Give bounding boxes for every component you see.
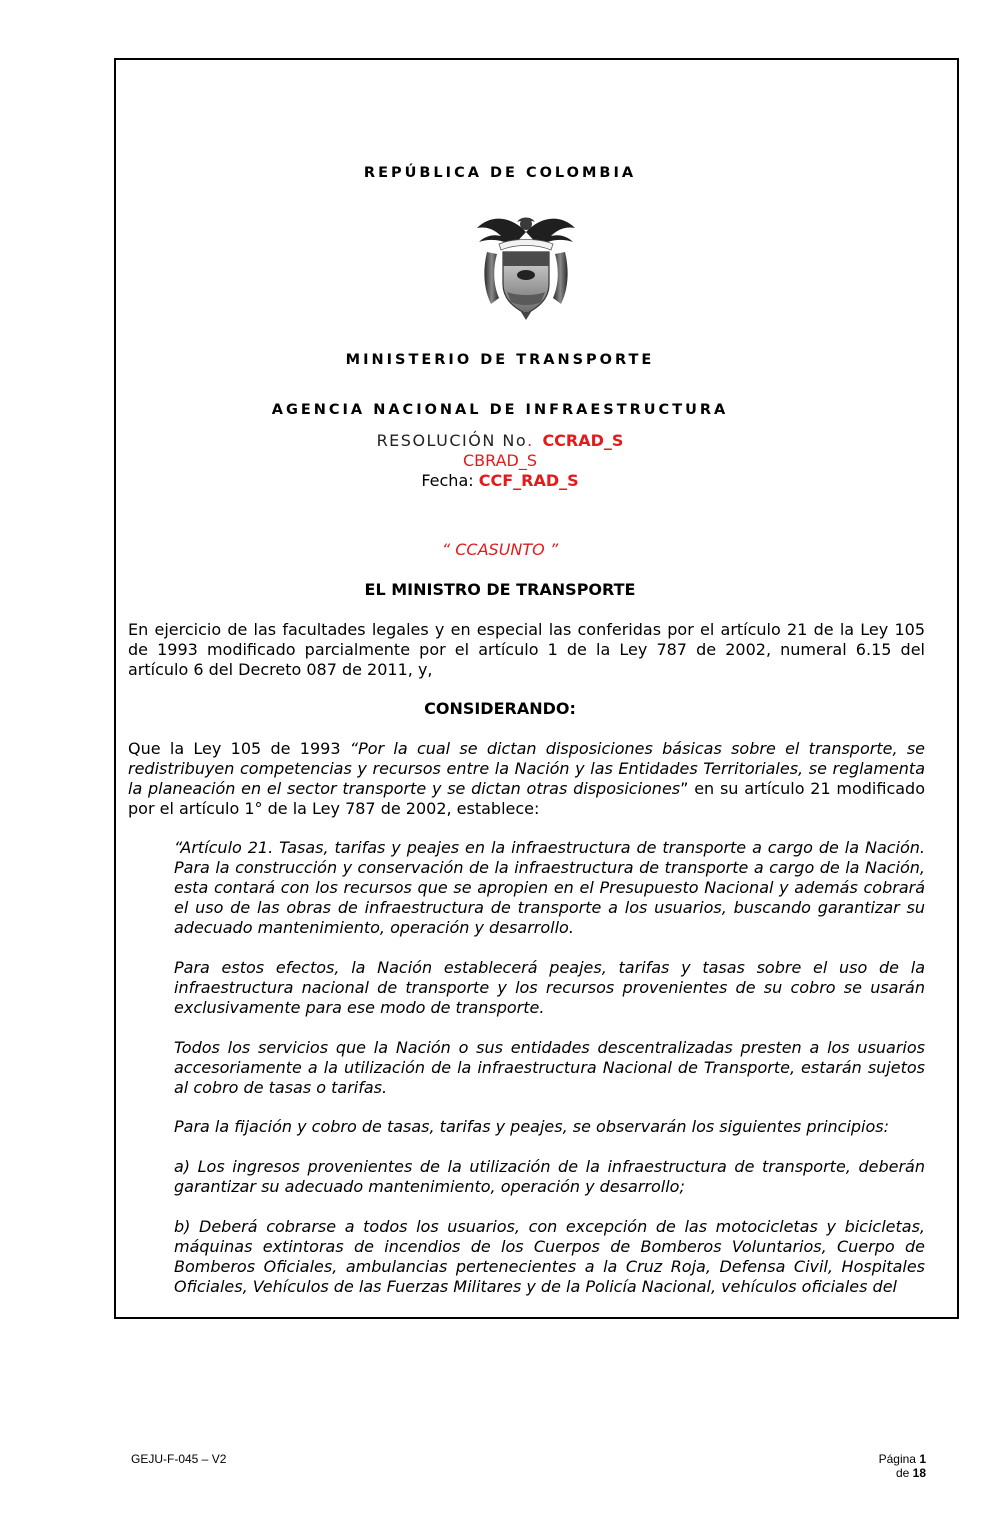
page-number: 1 [919,1452,926,1466]
que-paragraph [128,739,925,819]
subject-line: “ CCASUNTO ” [441,540,559,559]
form-code: GEJU-F-045 – V2 [131,1452,227,1466]
total-pages: 18 [912,1466,926,1480]
colombia-coat-of-arms-icon [473,208,579,322]
article-paragraph: “Artículo 21. Tasas, tarifas y peajes en la infraestructura de transporte a cargo de la Nación. Para la construcción y conservación de la infraestructura de transporte a cargo de la Nación, esta contará con los recursos que se apropien en el Presupuesto Nacional y además cobrará el uso de las obras de infraestructura de transporte a los usuarios, buscando garantizar su adecuado mantenimiento, operación y desarrollo. [174,838,925,937]
resolution-number: CCRAD_S [542,431,624,450]
article-paragraph: Todos los servicios que la Nación o sus entidades descentralizadas presten a los usuarios accesoriamente a la utilización de la infraestructura Nacional de Transporte, estarán sujetos al cobro de tasas o tarifas. [174,1038,925,1097]
article-paragraph: b) Deberá cobrarse a todos los usuarios, con excepción de las motocicletas y bicicletas, máquinas extintoras de incendios de los Cuerpos de Bomberos Voluntarios, Cuerpo de Bomberos Oficiales, ambulancias pertenecientes a la Cruz Roja, Defensa Civil, Hospitales Oficiales, Vehículos de las Fuerzas Militares y de la Policía Nacional, vehículos oficiales del [174,1217,925,1296]
page-label: Página [878,1452,916,1466]
agency-heading: AGENCIA NACIONAL DE INFRAESTRUCTURA [271,402,729,418]
intro-paragraph: En ejercicio de las facultades legales y en especial las conferidas por el artículo 21 de la Ley 105 de 1993 modificado parcialmente por el artículo 1 de la Ley 787 de 2002, numeral 6.15 del artículo 6 del Decreto 087 de 2011, y, [128,620,925,679]
date-value: CCF_RAD_S [478,471,579,490]
article-paragraph: Para la fijación y cobro de tasas, tarifas y peajes, se observarán los siguientes principios: [174,1117,890,1136]
article-paragraph: Para estos efectos, la Nación establecerá peajes, tarifas y tasas sobre el uso de la infraestructura nacional de transporte y los recursos provenientes de su cobro se usarán exclusivamente para ese modo de transporte. [174,958,925,1017]
resolution-dot: . [527,431,533,450]
barcode-field: CBRAD_S [462,451,538,470]
country-heading: REPÚBLICA DE COLOMBIA [363,165,637,181]
date-label: Fecha: [421,471,474,490]
article-paragraph: a) Los ingresos provenientes de la utilización de la infraestructura de transporte, deberán garantizar su adecuado mantenimiento, operación y desarrollo; [174,1157,925,1196]
que-prefix: Que la Ley 105 de 1993 [128,739,350,758]
law-title-quote: “Por la cual se dictan disposiciones básicas sobre el transporte, se redistribuyen competencias y recursos entre la Nación y las Entidades Territoriales, se reglamenta la planeación en el sector transporte y se dictan otras disposiciones [128,739,926,798]
of-label: de [895,1466,910,1480]
date-line [0,471,1000,491]
ministry-heading: MINISTERIO DE TRANSPORTE [345,352,655,368]
authority-heading: EL MINISTRO DE TRANSPORTE [364,580,636,599]
considerando-heading: CONSIDERANDO: [424,699,576,718]
page-indicator [820,1452,926,1480]
que-suffix: ” en su artículo 21 modificado por el artículo 1° de la Ley 787 de 2002, establece: [128,779,925,818]
resolution-label: RESOLUCIÓN No [376,431,528,450]
resolution-line [0,431,1000,451]
